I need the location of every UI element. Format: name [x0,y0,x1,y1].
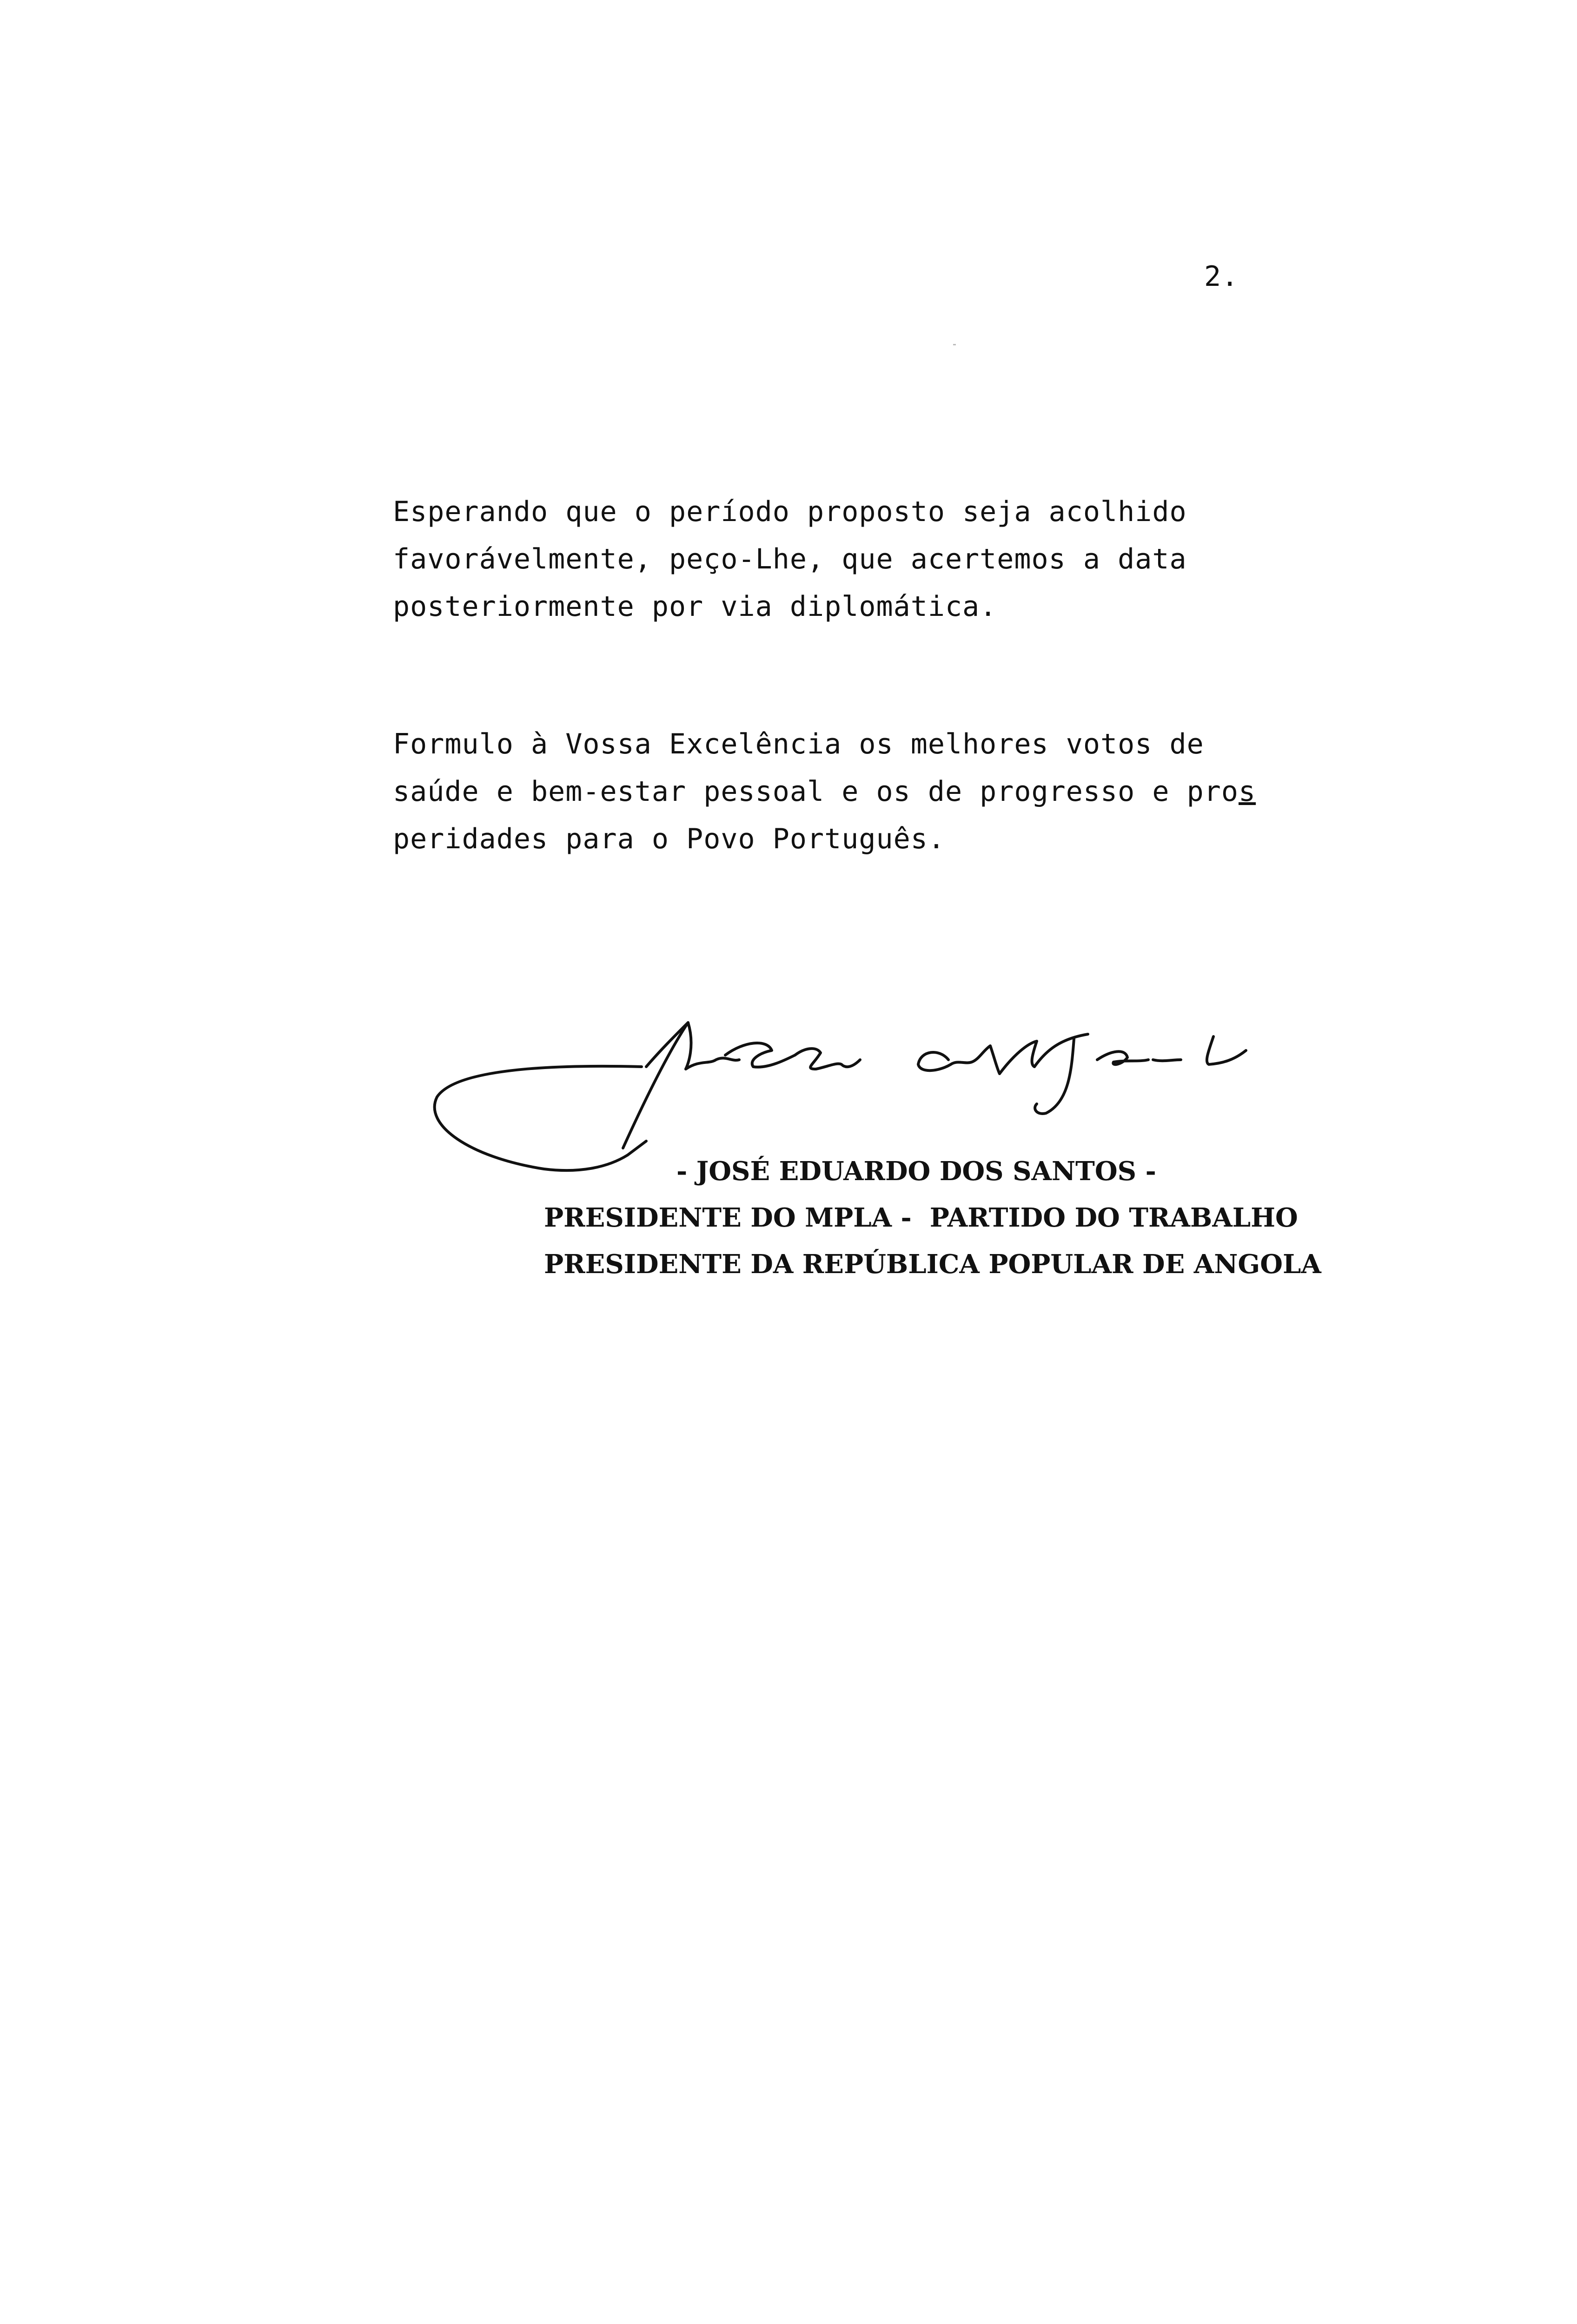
signatory-title: PRESIDENTE DO MPLA - PARTIDO DO TRABALHO [544,1202,1298,1233]
text-line-main: saúde e bem-estar pessoal e os de progresso e pro [393,775,1239,808]
text-line: posteriormente por via diplomática. [393,590,997,623]
hyphenation-mark: s [1239,775,1256,808]
page-number: 2. [1204,260,1239,293]
paragraph-wishes [393,720,1462,863]
signature-block [544,1148,1321,1287]
signatory-title: PRESIDENTE DA REPÚBLICA POPULAR DE ANGOLA [544,1249,1321,1280]
text-line: Formulo à Vossa Excelência os melhores votos de [393,728,1204,760]
paragraph-closing-request [393,488,1462,630]
text-line: peridades para o Povo Português. [393,823,945,855]
scan-speck [953,344,956,345]
signatory-name: - JOSÉ EDUARDO DOS SANTOS - [676,1156,1156,1187]
text-line [393,768,1462,815]
text-line: Esperando que o período proposto seja acolhido [393,495,1187,528]
text-line: favorávelmente, peço-Lhe, que acertemos a data [393,543,1187,575]
